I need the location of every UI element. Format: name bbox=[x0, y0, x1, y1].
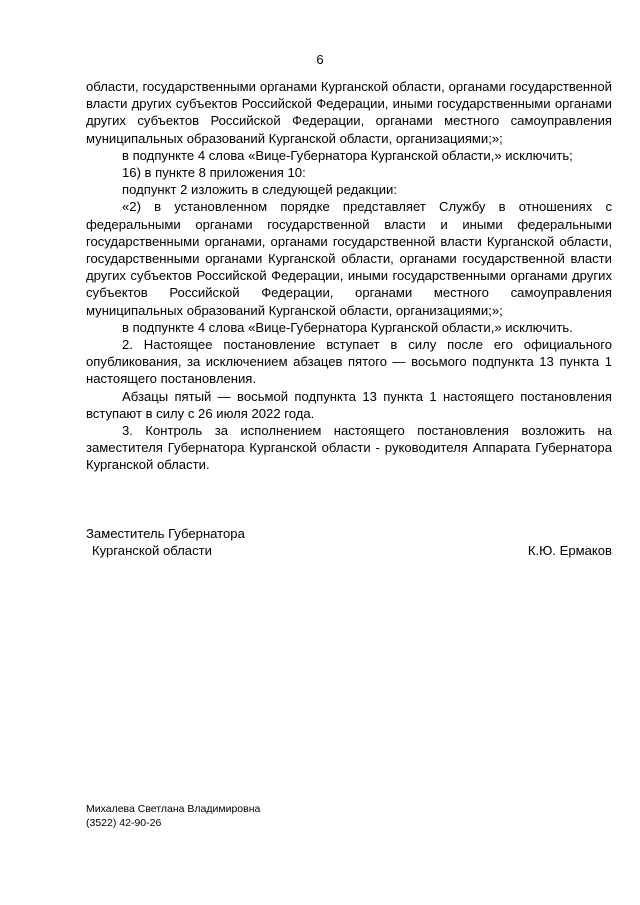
paragraph: 16) в пункте 8 приложения 10: bbox=[122, 165, 306, 181]
paragraph: «2) в установленном порядке представляет Службу в отношениях с федеральными органами государственной власти и иными федеральными государственными органами, органами государственной власти Курганской области, государственными органами Курганской области, органами государственной власти других субъектов Российской Федерации, иными государственными органами других субъектов Российской Федерации, органами местного самоуправления муниципальных образований Курганской области, организациями;»; bbox=[86, 199, 612, 318]
paragraph: подпункт 2 изложить в следующей редакции: bbox=[122, 182, 397, 198]
paragraph: Абзацы пятый — восьмой подпункта 13 пункта 1 настоящего постановления вступают в силу с 26 июля 2022 года. bbox=[86, 388, 612, 421]
paragraph: области, государственными органами Курганской области, органами государственной власти других субъектов Российской Федерации, иными государственными органами других субъектов Российской Федерации, органами местного самоуправления муниципальных образований Курганской области, организациями;»; bbox=[86, 79, 612, 146]
signatory-title-line1: Заместитель Губернатора bbox=[86, 526, 245, 541]
document-body bbox=[86, 78, 612, 474]
signatory-name: К.Ю. Ермаков bbox=[527, 543, 612, 559]
executor-info bbox=[86, 803, 260, 830]
paragraph: 2. Настоящее постановление вступает в силу после его официального опубликования, за исключением абзацев пятого — восьмого подпункта 13 пункта 1 настоящего постановления. bbox=[86, 337, 612, 387]
executor-name: Михалева Светлана Владимировна bbox=[86, 803, 261, 815]
signature-block bbox=[86, 525, 612, 559]
paragraph: в подпункте 4 слова «Вице-Губернатора Курганской области,» исключить; bbox=[122, 147, 573, 163]
paragraph: 3. Контроль за исполнением настоящего постановления возложить на заместителя Губернатора Курганской области - руководителя Аппарата Губернатора Курганской области. bbox=[86, 423, 612, 473]
page-number: 6 bbox=[316, 52, 324, 67]
signatory-title-line2: Курганской области bbox=[92, 543, 212, 559]
executor-phone: (3522) 42-90-26 bbox=[86, 816, 162, 829]
paragraph: в подпункте 4 слова «Вице-Губернатора Курганской области,» исключить. bbox=[122, 319, 573, 335]
